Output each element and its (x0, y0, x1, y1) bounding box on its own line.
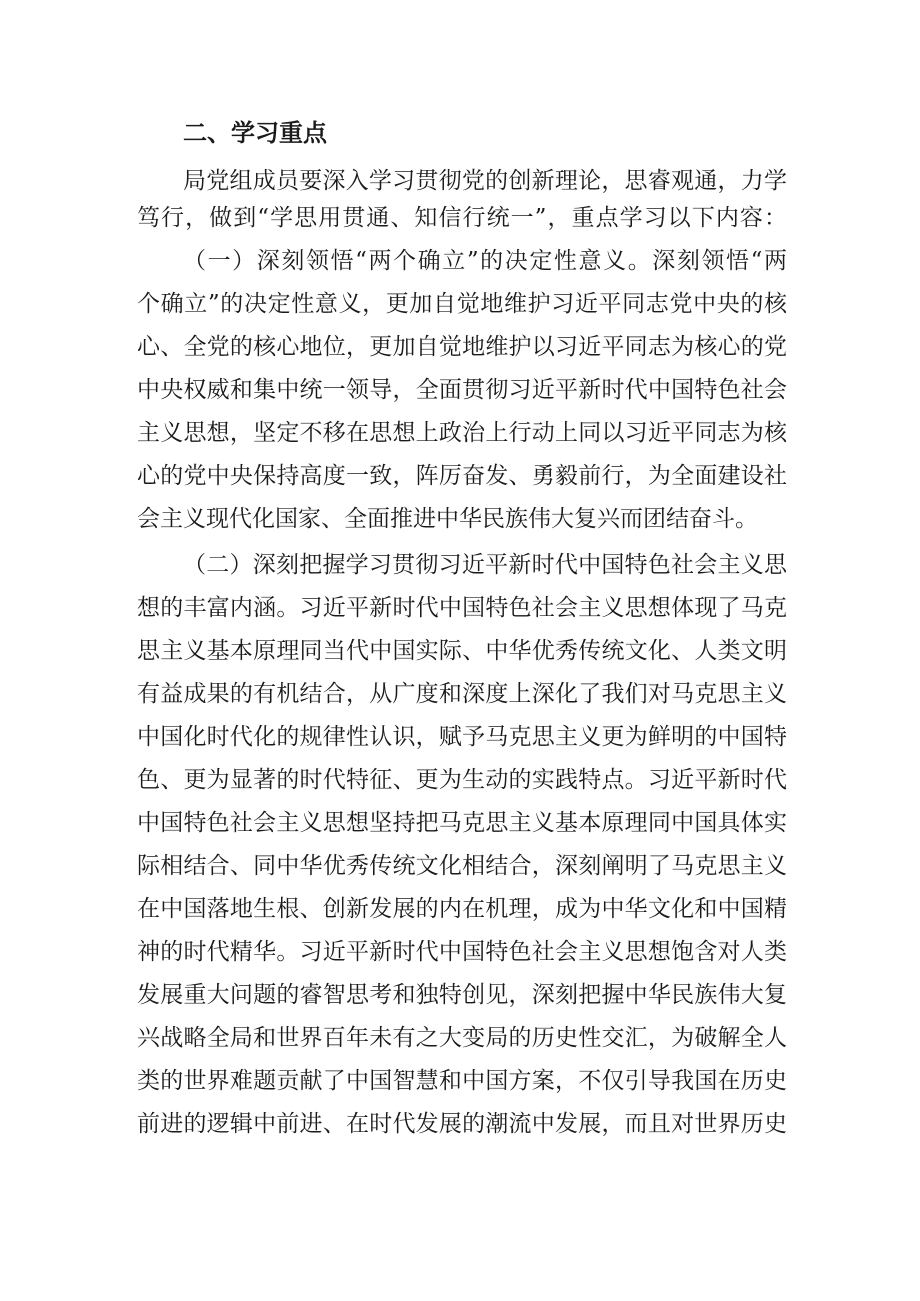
paragraph-line: 思主义基本原理同当代中国实际、中华优秀传统文化、人类文明 (137, 638, 787, 664)
paragraph-line: 中国化时代化的规律性认识，赋予马克思主义更为鲜明的中国特 (137, 724, 787, 750)
paragraph-line: 想的丰富内涵。习近平新时代中国特色社会主义思想体现了马克 (137, 595, 787, 621)
paragraph-line: 中央权威和集中统一领导，全面贯彻习近平新时代中国特色社会 (137, 377, 787, 403)
paragraph-line: 际相结合、同中华优秀传统文化相结合，深刻阐明了马克思主义 (137, 853, 787, 879)
paragraph-line: 发展重大问题的睿智思考和独特创见，深刻把握中华民族伟大复 (137, 982, 787, 1008)
paragraph-line: 会主义现代化国家、全面推进中华民族伟大复兴而团结奋斗。 (137, 506, 758, 532)
paragraph-line: 心、全党的核心地位，更加自觉地维护以习近平同志为核心的党 (137, 334, 787, 360)
paragraph-line: （二）深刻把握学习贯彻习近平新时代中国特色社会主义思 (183, 552, 787, 578)
paragraph-line: 类的世界难题贡献了中国智慧和中国方案，不仅引导我国在历史 (137, 1068, 787, 1094)
paragraph-line: 心的党中央保持高度一致，阵厉奋发、勇毅前行，为全面建设社 (137, 463, 787, 489)
paragraph-line: （一）深刻领悟“两个确立”的决定性意义。深刻领悟“两 (183, 248, 787, 274)
paragraph-line: 色、更为显著的时代特征、更为生动的实践特点。习近平新时代 (137, 767, 787, 793)
paragraph-line: 笃行，做到“学思用贯通、知信行统一”，重点学习以下内容： (137, 205, 787, 231)
paragraph-line: 个确立”的决定性意义，更加自觉地维护习近平同志党中央的核 (137, 291, 787, 317)
paragraph-line: 兴战略全局和世界百年未有之大变局的历史性交汇，为破解全人 (137, 1025, 787, 1051)
paragraph-line: 神的时代精华。习近平新时代中国特色社会主义思想饱含对人类 (137, 939, 787, 965)
paragraph-line: 主义思想，坚定不移在思想上政治上行动上同以习近平同志为核 (137, 420, 787, 446)
paragraph-line: 局党组成员要深入学习贯彻党的创新理论，思睿观通，力学 (183, 168, 787, 194)
paragraph-line: 中国特色社会主义思想坚持把马克思主义基本原理同中国具体实 (137, 810, 787, 836)
paragraph-line: 有益成果的有机结合，从广度和深度上深化了我们对马克思主义 (137, 681, 787, 707)
paragraph-line: 在中国落地生根、创新发展的内在机理，成为中华文化和中国精 (137, 896, 787, 922)
section-heading: 二、学习重点 (183, 119, 327, 147)
paragraph-line: 前进的逻辑中前进、在时代发展的潮流中发展，而且对世界历史 (137, 1111, 787, 1137)
